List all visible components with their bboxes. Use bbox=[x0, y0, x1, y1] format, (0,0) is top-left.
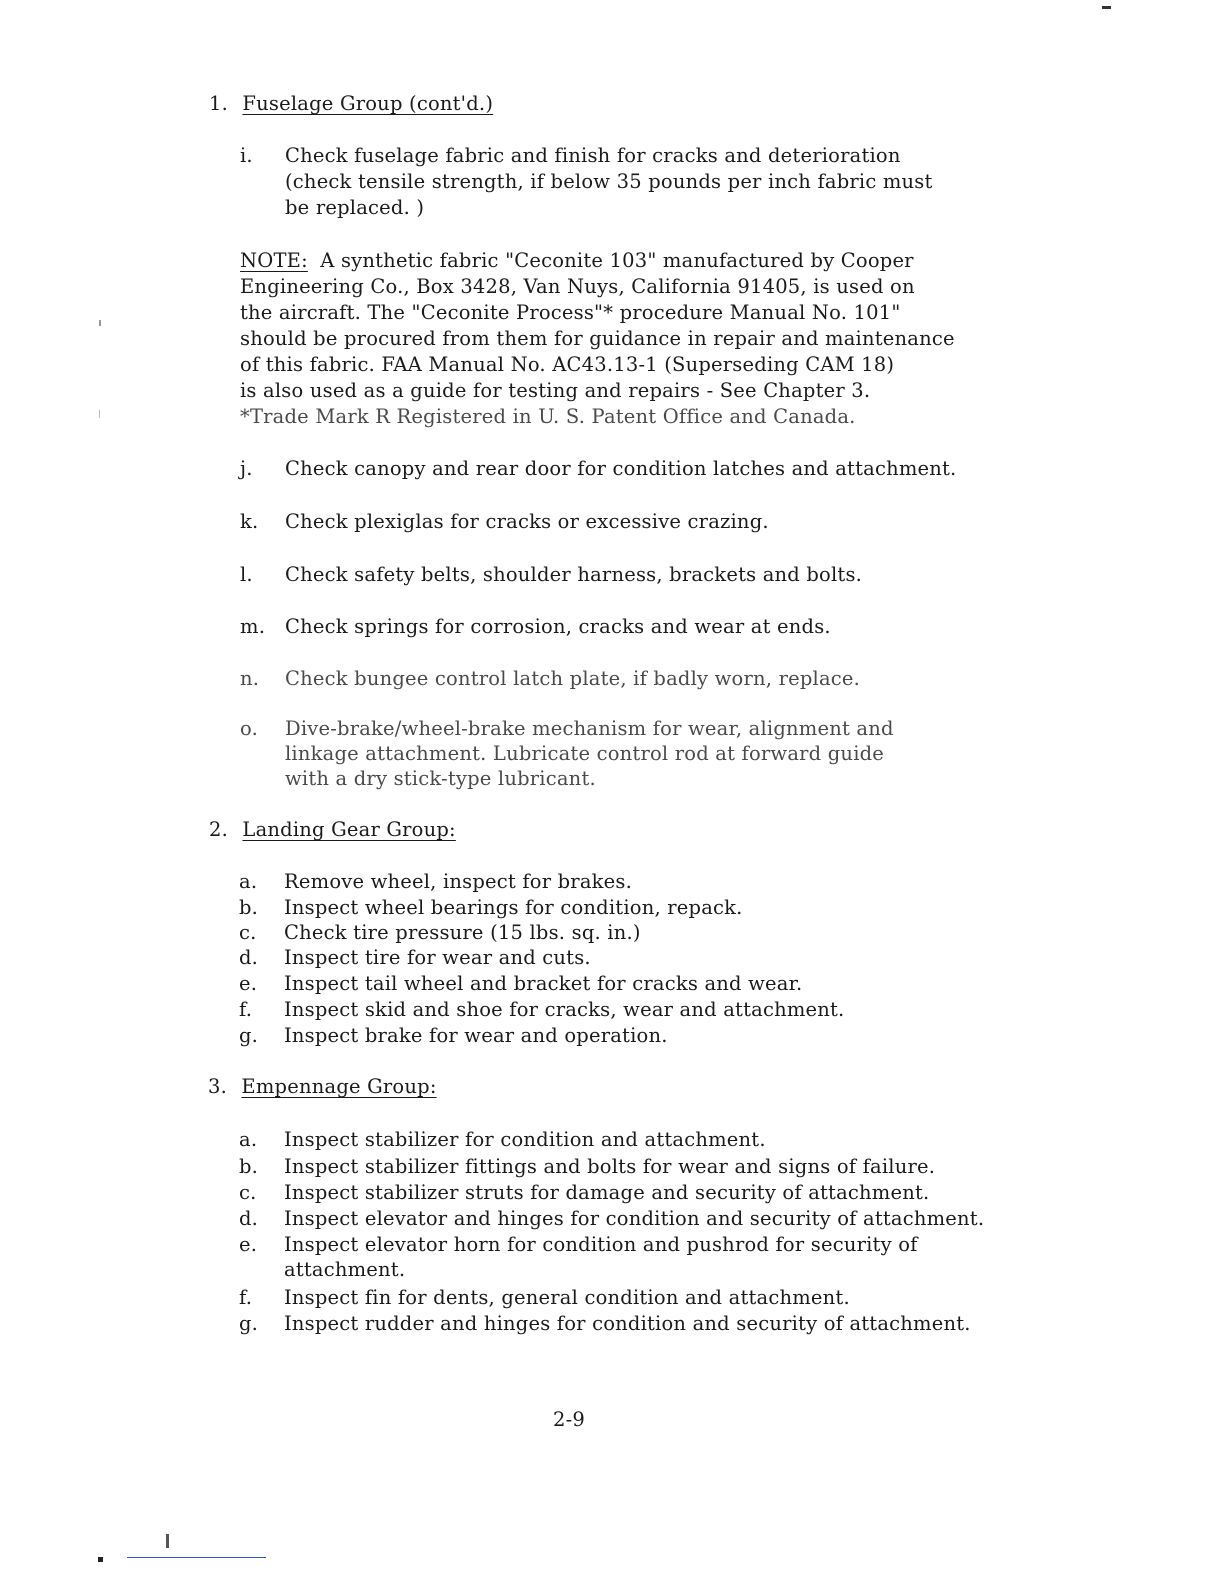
item-text: Inspect brake for wear and operation. bbox=[284, 1024, 668, 1047]
item-text: Inspect elevator and hinges for condition and security of attachment. bbox=[284, 1207, 985, 1230]
item-label: m. bbox=[240, 615, 266, 638]
item-text: Check tire pressure (15 lbs. sq. in.) bbox=[284, 921, 641, 944]
note-text: is also used as a guide for testing and repairs - See Chapter 3. bbox=[240, 379, 871, 402]
item-text: Remove wheel, inspect for brakes. bbox=[284, 870, 633, 893]
item-text: Check safety belts, shoulder harness, brackets and bolts. bbox=[285, 563, 863, 586]
item-label: c. bbox=[239, 921, 257, 944]
note-text: of this fabric. FAA Manual No. AC43.13-1 (Superseding CAM 18) bbox=[240, 353, 895, 376]
item-text: with a dry stick-type lubricant. bbox=[285, 767, 596, 790]
item-label: n. bbox=[240, 667, 260, 690]
item-label: d. bbox=[239, 1207, 259, 1230]
item-label: j. bbox=[240, 457, 253, 480]
item-label: d. bbox=[239, 946, 259, 969]
section-number: 3. bbox=[208, 1075, 228, 1098]
item-label: f. bbox=[239, 998, 253, 1021]
item-label: g. bbox=[239, 1024, 259, 1047]
item-text: be replaced. ) bbox=[285, 196, 425, 219]
item-text: Inspect tire for wear and cuts. bbox=[284, 946, 591, 969]
scan-mark bbox=[99, 320, 101, 326]
item-label: l. bbox=[240, 563, 253, 586]
item-label: b. bbox=[239, 896, 259, 919]
item-label: e. bbox=[239, 972, 258, 995]
item-text: Check plexiglas for cracks or excessive crazing. bbox=[285, 510, 769, 533]
section-number: 1. bbox=[209, 92, 229, 115]
item-label: f. bbox=[239, 1286, 253, 1309]
section-title: Fuselage Group (cont'd.) bbox=[242, 92, 494, 115]
item-text: linkage attachment. Lubricate control rod at forward guide bbox=[285, 742, 885, 765]
item-label: b. bbox=[239, 1155, 259, 1178]
item-label: o. bbox=[240, 717, 258, 740]
item-label: k. bbox=[240, 510, 259, 533]
scan-mark bbox=[98, 1557, 103, 1562]
item-label: e. bbox=[239, 1233, 258, 1256]
trademark-note: *Trade Mark R Registered in U. S. Patent Office and Canada. bbox=[240, 405, 856, 428]
item-label: c. bbox=[239, 1181, 257, 1204]
item-text: Inspect skid and shoe for cracks, wear and attachment. bbox=[284, 998, 845, 1021]
item-text: Check springs for corrosion, cracks and wear at ends. bbox=[285, 615, 831, 638]
item-label: g. bbox=[239, 1312, 259, 1335]
item-text: Dive-brake/wheel-brake mechanism for wear, alignment and bbox=[285, 717, 894, 740]
page-number: 2-9 bbox=[553, 1408, 586, 1431]
item-label: i. bbox=[240, 144, 253, 167]
item-text: Inspect stabilizer fittings and bolts for wear and signs of failure. bbox=[284, 1155, 936, 1178]
item-text: (check tensile strength, if below 35 pounds per inch fabric must bbox=[285, 170, 933, 193]
item-text: Inspect stabilizer for condition and attachment. bbox=[284, 1128, 766, 1151]
item-text: Inspect elevator horn for condition and pushrod for security of bbox=[284, 1233, 918, 1256]
item-text: Check bungee control latch plate, if badly worn, replace. bbox=[285, 667, 861, 690]
item-text: Check canopy and rear door for condition latches and attachment. bbox=[285, 457, 957, 480]
item-label: a. bbox=[239, 1128, 258, 1151]
note-text: Engineering Co., Box 3428, Van Nuys, California 91405, is used on bbox=[240, 275, 915, 298]
scan-mark bbox=[127, 1557, 266, 1558]
section-title: Empennage Group: bbox=[241, 1075, 437, 1098]
scan-mark bbox=[166, 1534, 169, 1548]
item-text: Inspect tail wheel and bracket for cracks and wear. bbox=[284, 972, 803, 995]
section-3-heading bbox=[208, 1074, 437, 1100]
item-text: Inspect rudder and hinges for condition and security of attachment. bbox=[284, 1312, 971, 1335]
scan-mark bbox=[99, 410, 100, 418]
section-title: Landing Gear Group: bbox=[242, 818, 456, 841]
item-label: a. bbox=[239, 870, 258, 893]
item-text: Check fuselage fabric and finish for cracks and deterioration bbox=[285, 144, 901, 167]
item-text: attachment. bbox=[284, 1258, 406, 1281]
section-2-heading bbox=[209, 817, 456, 843]
item-text: Inspect stabilizer struts for damage and security of attachment. bbox=[284, 1181, 930, 1204]
note-text: the aircraft. The "Ceconite Process"* procedure Manual No. 101" bbox=[240, 301, 901, 324]
section-number: 2. bbox=[209, 818, 229, 841]
note-text: should be procured from them for guidance in repair and maintenance bbox=[240, 327, 955, 350]
note-text: A synthetic fabric "Ceconite 103" manufactured by Cooper bbox=[320, 249, 914, 272]
scan-mark bbox=[1102, 6, 1111, 9]
item-text: Inspect fin for dents, general condition and attachment. bbox=[284, 1286, 850, 1309]
note-paragraph-first-line bbox=[240, 248, 914, 274]
item-text: Inspect wheel bearings for condition, repack. bbox=[284, 896, 743, 919]
note-label: NOTE: bbox=[240, 249, 308, 272]
section-1-heading bbox=[209, 91, 493, 117]
